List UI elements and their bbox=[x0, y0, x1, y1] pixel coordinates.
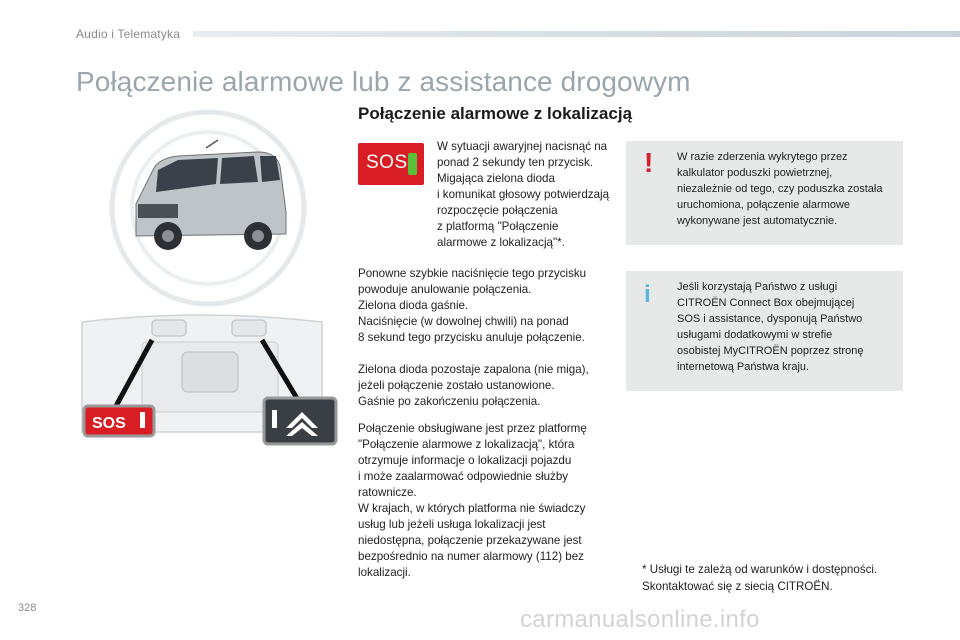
console-buttons-callout bbox=[80, 396, 340, 448]
exclamation-icon: ! bbox=[644, 147, 654, 178]
paragraph-press-sos: W sytuacji awaryjnej nacisnąć na ponad 2 sekundy ten przycisk. Migająca zielona dioda i komunikat głosowy potwierdzają rozpoczęcie połączenia z platformą "Połączenie alarmowe z lokalizacją"*. bbox=[437, 140, 610, 249]
page-title: Połączenie alarmowe lub z assistance drogowym bbox=[76, 66, 691, 97]
page-number: 328 bbox=[18, 602, 37, 614]
watermark: carmanualsonline.info bbox=[520, 606, 760, 633]
info-text: Jeśli korzystają Państwo z usługi CITROËN Connect Box obejmującej SOS i assistance, dysponują Państwo usługami dodatkowymi w strefie osobistej MyCITROËN poprzez stronę internetową Państwa kraju. bbox=[677, 281, 864, 373]
section-title: Połączenie alarmowe z lokalizacją bbox=[358, 104, 633, 123]
van-emergency-illustration bbox=[108, 108, 308, 308]
info-box bbox=[626, 271, 903, 391]
header-bar bbox=[193, 31, 960, 37]
sos-button-icon bbox=[358, 143, 424, 185]
info-icon: i bbox=[644, 281, 651, 308]
warning-box bbox=[626, 141, 903, 245]
paragraph-platform: Połączenie obsługiwane jest przez platformę "Połączenie alarmowe z lokalizacją", która otrzymuje informacje o lokalizacji pojazdu i może zaalarmować odpowiednie służby ratownicze. W krajach, w których platforma nie świadczy usług lub jeżeli usługa lokalizacji jest niedostępna, połączenie przekazywane jest bezpośrednio na numer alarmowy (112) bez lokalizacji. bbox=[358, 422, 587, 579]
green-led-icon bbox=[408, 153, 417, 175]
warning-text: W razie zderzenia wykrytego przez kalkulator poduszki powietrznej, niezależnie od tego, czy poduszka została uruchomiona, połączenie alarmowe wykonywane jest automatycznie. bbox=[677, 151, 883, 227]
header-section-label: Audio i Telematyka bbox=[76, 27, 181, 41]
footnote: * Usługi te zależą od warunków i dostępności. Skontaktować się z siecią CITROËN. bbox=[642, 563, 878, 593]
sos-label: SOS bbox=[366, 152, 408, 173]
svg-text:SOS: SOS bbox=[92, 415, 126, 432]
paragraph-cancel-call: Ponowne szybkie naciśnięcie tego przycisku powoduje anulowanie połączenia. Zielona dioda gaśnie. Naciśnięcie (w dowolnej chwili) na ponad 8 sekund tego przycisku anuluje połączenie. bbox=[358, 267, 587, 344]
paragraph-led-status: Zielona dioda pozostaje zapalona (nie miga), jeżeli połączenie zostało ustanowione. Gaśnie po zakończeniu połączenia. bbox=[358, 363, 589, 408]
